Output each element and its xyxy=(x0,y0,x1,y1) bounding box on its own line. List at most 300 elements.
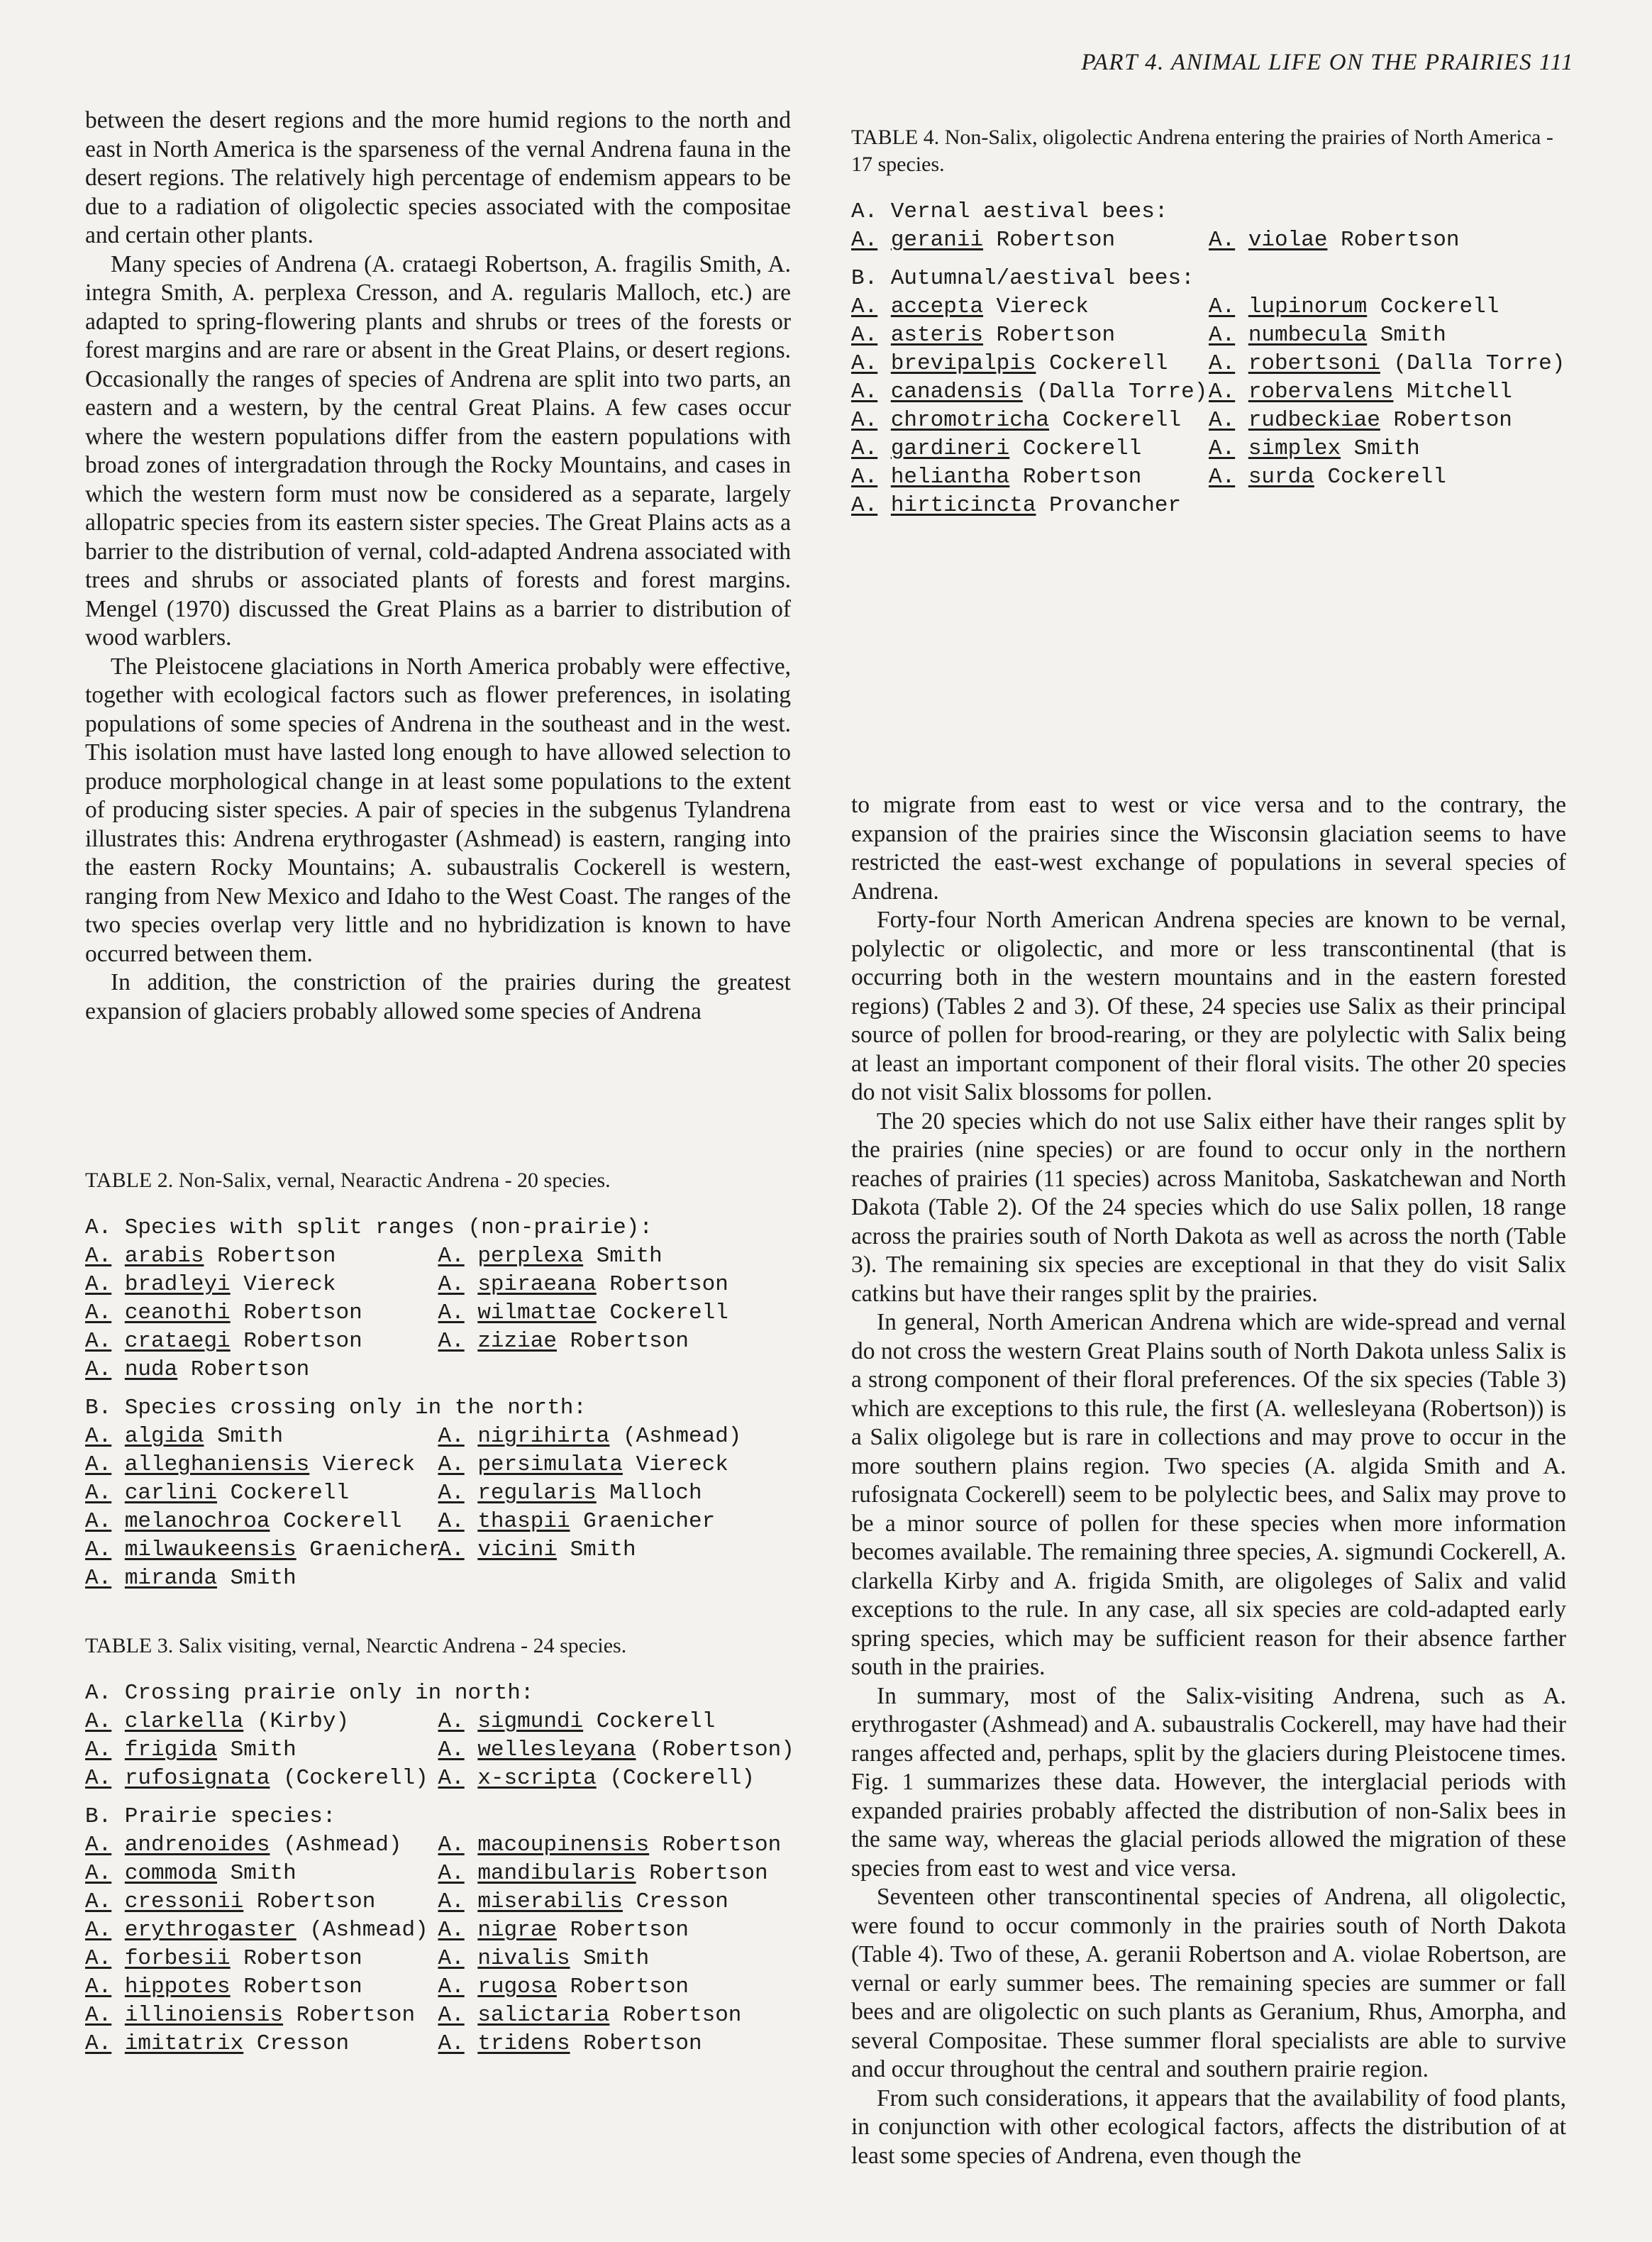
species-entry xyxy=(85,1479,438,1508)
species-author: (Ashmead) xyxy=(622,1424,742,1449)
species-entry xyxy=(438,1708,792,1736)
genus-abbrev: A. xyxy=(85,2031,112,2056)
species-author: Smith xyxy=(230,1566,296,1591)
section-heading: B. Species crossing only in the north: xyxy=(85,1396,587,1420)
genus-abbrev: A. xyxy=(438,1889,465,1914)
paragraph: From such considerations, it appears that the availability of food plants, in conjunction with other ecological factors, affects the distribution of at least some species of Andrena, even though the xyxy=(851,2084,1566,2169)
species-author: Robertson xyxy=(570,1975,689,1999)
table-row xyxy=(85,1708,791,1736)
species-name: commoda xyxy=(124,1861,218,1886)
species-name: miranda xyxy=(124,1566,218,1591)
species-name: imitatrix xyxy=(124,2031,244,2056)
species-name: robertsoni xyxy=(1248,351,1380,376)
species-author: Provancher xyxy=(1049,493,1182,518)
species-author: Viereck xyxy=(996,294,1089,319)
table-row xyxy=(85,1736,794,1765)
genus-abbrev: A. xyxy=(851,323,878,348)
species-name: frigida xyxy=(124,1738,218,1762)
genus-abbrev: A. xyxy=(85,1566,112,1591)
table-row xyxy=(85,2030,791,2058)
species-name: regularis xyxy=(477,1481,597,1506)
genus-abbrev: A. xyxy=(438,1244,465,1269)
species-name: canadensis xyxy=(890,380,1023,404)
table-section xyxy=(85,1679,794,1793)
genus-abbrev: A. xyxy=(1209,294,1236,319)
species-entry xyxy=(85,1536,442,1564)
genus-abbrev: A. xyxy=(85,1329,112,1354)
species-name: nigrae xyxy=(477,1918,557,1943)
species-author: Cockerell xyxy=(596,1709,716,1734)
table-row xyxy=(851,492,1566,520)
species-author: Robertson xyxy=(296,2003,416,2028)
species-author: Robertson xyxy=(190,1357,310,1382)
species-entry xyxy=(851,293,1209,321)
table-caption: TABLE 2. Non-Salix, vernal, Nearactic Andrena - 20 species. xyxy=(85,1169,611,1192)
table-row xyxy=(851,350,1566,378)
species-name: algida xyxy=(124,1424,204,1449)
species-entry xyxy=(438,1916,792,1945)
species-entry xyxy=(438,1888,792,1916)
species-name: macoupinensis xyxy=(477,1833,650,1857)
species-author: Cockerell xyxy=(1022,436,1142,461)
species-author: Cockerell xyxy=(1380,294,1499,319)
table-row xyxy=(851,463,1566,492)
table-section xyxy=(851,265,1566,520)
paragraph: The 20 species which do not use Salix either have their ranges split by the prairies (nine species) or are found to occur only in the northern reaches of prairies (11 species) across Manitoba, Saskatchewan and North Dakota (Table 2). Of the 24 species which do use Salix pollen, 18 range across the prairies south of North Dakota as well as across the north (Table 3). The remaining six species are exceptional in that they do visit Salix catkins but have their ranges split by the prairies. xyxy=(851,1108,1566,1307)
genus-abbrev: A. xyxy=(438,1833,465,1857)
genus-abbrev: A. xyxy=(1209,228,1236,253)
table-row xyxy=(85,1888,791,1916)
species-entry xyxy=(851,378,1209,407)
species-entry xyxy=(438,2001,792,2030)
table-row xyxy=(85,1973,791,2001)
species-entry xyxy=(1209,293,1566,321)
species-author: Robertson xyxy=(570,1918,689,1943)
table-row xyxy=(85,1916,791,1945)
species-name: violae xyxy=(1248,228,1328,253)
species-name: clarkella xyxy=(124,1709,244,1734)
species-author: Smith xyxy=(596,1244,663,1269)
species-entry xyxy=(851,407,1209,435)
species-entry xyxy=(438,1564,792,1593)
species-author: Cockerell xyxy=(1062,408,1182,433)
species-name: x-scripta xyxy=(477,1766,597,1791)
genus-abbrev: A. xyxy=(1209,323,1236,348)
species-name: crataegi xyxy=(124,1329,231,1354)
species-author: Cockerell xyxy=(609,1301,728,1325)
species-entry xyxy=(85,1299,438,1327)
species-entry xyxy=(85,1973,438,2001)
species-author: Robertson xyxy=(243,1946,362,1971)
species-entry xyxy=(851,321,1209,350)
species-author: Cresson xyxy=(636,1889,728,1914)
species-entry xyxy=(1209,435,1566,463)
species-author: Smith xyxy=(230,1861,296,1886)
table-row xyxy=(85,1564,791,1593)
species-author: Robertson xyxy=(622,2003,742,2028)
species-name: wellesleyana xyxy=(477,1738,636,1762)
species-author: Robertson xyxy=(649,1861,768,1886)
genus-abbrev: A. xyxy=(851,228,878,253)
species-name: bradleyi xyxy=(124,1272,231,1297)
species-author: Smith xyxy=(1380,323,1446,348)
species-name: melanochroa xyxy=(124,1509,270,1534)
genus-abbrev: A. xyxy=(1209,380,1236,404)
species-name: andrenoides xyxy=(124,1833,270,1857)
genus-abbrev: A. xyxy=(438,1272,465,1297)
species-name: spiraeana xyxy=(477,1272,597,1297)
paragraph: Many species of Andrena (A. crataegi Robertson, A. fragilis Smith, A. integra Smith, A. perplexa Cresson, and A. regularis Malloch, etc.) are adapted to spring-flowering plants and shrubs or trees of the forests or forest margins and are rare or absent in the Great Plains, or desert regions. Occasionally the ranges of species of Andrena are split into two parts, an eastern and a western, by the central Great Plains. A few cases occur where the western populations differ from the eastern populations with broad zones of intergradation through the Rocky Mountains, and cases in which the western form must now be considered as a separate, largely allopatric species from its eastern sister species. The Great Plains acts as a barrier to the distribution of vernal, cold-adapted Andrena associated with trees and shrubs or associated plants of forests and forest margins. Mengel (1970) discussed the Great Plains as a barrier to distribution of wood warblers. xyxy=(85,250,791,651)
species-author: Robertson xyxy=(217,1244,336,1269)
species-author: Viereck xyxy=(636,1452,728,1477)
table-row xyxy=(85,1242,791,1271)
genus-abbrev: A. xyxy=(438,1424,465,1449)
genus-abbrev: A. xyxy=(85,1833,112,1857)
species-author: Smith xyxy=(583,1946,650,1971)
species-name: chromotricha xyxy=(890,408,1050,433)
table-section xyxy=(85,1394,791,1593)
species-author: Smith xyxy=(570,1537,636,1562)
species-entry xyxy=(85,1271,438,1299)
species-name: geranii xyxy=(890,228,984,253)
species-name: vicini xyxy=(477,1537,557,1562)
species-author: Viereck xyxy=(322,1452,416,1477)
table-row xyxy=(85,1508,791,1536)
genus-abbrev: A. xyxy=(438,1918,465,1943)
table-row xyxy=(85,1327,791,1356)
table-row xyxy=(85,1356,791,1384)
species-author: Cockerell xyxy=(1049,351,1168,376)
species-author: Graenicher xyxy=(583,1509,716,1534)
species-author: (Ashmead) xyxy=(309,1918,428,1943)
species-entry xyxy=(85,1327,438,1356)
right-body-text xyxy=(851,791,1566,2170)
section-heading: A. Crossing prairie only in north: xyxy=(85,1681,534,1706)
paragraph: In addition, the constriction of the prairies during the greatest expansion of glaciers probably allowed some species of Andrena xyxy=(85,969,791,1025)
genus-abbrev: A. xyxy=(1209,465,1236,490)
species-author: (Robertson) xyxy=(649,1738,794,1762)
species-name: lupinorum xyxy=(1248,294,1368,319)
species-entry xyxy=(85,1708,438,1736)
table-row xyxy=(85,1860,791,1888)
species-author: Robertson xyxy=(243,1329,362,1354)
species-entry xyxy=(438,1242,792,1271)
species-name: wilmattae xyxy=(477,1301,597,1325)
species-entry xyxy=(85,1916,438,1945)
species-name: sigmundi xyxy=(477,1709,584,1734)
genus-abbrev: A. xyxy=(438,1301,465,1325)
species-name: miserabilis xyxy=(477,1889,623,1914)
species-name: ziziae xyxy=(477,1329,557,1354)
genus-abbrev: A. xyxy=(85,1766,112,1791)
species-entry xyxy=(438,2030,792,2058)
species-entry xyxy=(438,1356,792,1384)
left-body-text xyxy=(85,106,791,1167)
species-name: perplexa xyxy=(477,1244,584,1269)
species-name: illinoiensis xyxy=(124,2003,284,2028)
genus-abbrev: A. xyxy=(85,1918,112,1943)
species-name: surda xyxy=(1248,465,1314,490)
species-author: Robertson xyxy=(243,1301,362,1325)
species-entry xyxy=(1209,226,1566,255)
species-entry xyxy=(438,1423,792,1451)
species-name: nivalis xyxy=(477,1946,570,1971)
species-author: Robertson xyxy=(1393,408,1512,433)
table-3 xyxy=(85,1633,794,2058)
species-name: thaspii xyxy=(477,1509,570,1534)
species-entry xyxy=(438,1327,792,1356)
table-row xyxy=(851,321,1566,350)
species-name: heliantha xyxy=(890,465,1010,490)
species-author: Robertson xyxy=(996,323,1116,348)
table-section xyxy=(851,198,1566,255)
species-entry xyxy=(85,1860,438,1888)
genus-abbrev: A. xyxy=(85,2003,112,2028)
genus-abbrev: A. xyxy=(85,1709,112,1734)
species-entry xyxy=(1209,350,1566,378)
species-entry xyxy=(85,1888,438,1916)
species-name: salictaria xyxy=(477,2003,610,2028)
table-2 xyxy=(85,1167,791,1593)
species-entry xyxy=(85,1423,438,1451)
genus-abbrev: A. xyxy=(85,1975,112,1999)
species-entry xyxy=(438,1479,792,1508)
species-author: Viereck xyxy=(243,1272,336,1297)
genus-abbrev: A. xyxy=(438,1709,465,1734)
species-entry xyxy=(1209,463,1566,492)
table-4 xyxy=(851,124,1566,791)
species-author: Robertson xyxy=(662,1833,782,1857)
species-name: numbecula xyxy=(1248,323,1368,348)
species-name: robervalens xyxy=(1248,380,1394,404)
species-name: rugosa xyxy=(477,1975,557,1999)
genus-abbrev: A. xyxy=(438,1861,465,1886)
species-entry xyxy=(851,435,1209,463)
species-entry xyxy=(438,1299,792,1327)
species-author: Robertson xyxy=(1022,465,1142,490)
species-name: brevipalpis xyxy=(890,351,1036,376)
genus-abbrev: A. xyxy=(851,436,878,461)
table-row xyxy=(85,2001,791,2030)
genus-abbrev: A. xyxy=(438,1766,465,1791)
table-caption: TABLE 3. Salix visiting, vernal, Nearctic Andrena - 24 species. xyxy=(85,1634,627,1657)
species-author: Robertson xyxy=(256,1889,376,1914)
species-author: (Dalla Torre) xyxy=(1393,351,1565,376)
table-section xyxy=(85,1214,791,1384)
table-row xyxy=(85,1831,791,1860)
genus-abbrev: A. xyxy=(85,1424,112,1449)
species-name: gardineri xyxy=(890,436,1010,461)
species-name: asteris xyxy=(890,323,984,348)
species-author: Smith xyxy=(230,1738,296,1762)
species-entry xyxy=(85,1451,438,1479)
paragraph: The Pleistocene glaciations in North America probably were effective, together with ecological factors such as flower preferences, in isolating populations of some species of Andrena in the southeast and in the west. This isolation must have lasted long enough to have allowed selection to produce morphological change in at least some populations to the extent of producing sister species. A pair of species in the subgenus Tylandrena illustrates this: Andrena erythrogaster (Ashmead) is eastern, ranging into the eastern Rocky Mountains; A. subaustralis Cockerell is western, ranging from New Mexico and Idaho to the West Coast. The ranges of the two species overlap very little and no hybridization is known to have occurred between them. xyxy=(85,653,791,967)
species-entry xyxy=(1209,492,1566,520)
species-name: ceanothi xyxy=(124,1301,231,1325)
species-entry xyxy=(851,463,1209,492)
species-entry xyxy=(851,492,1209,520)
species-entry xyxy=(438,1945,792,1973)
table-row xyxy=(85,1423,791,1451)
species-author: (Kirby) xyxy=(256,1709,350,1734)
species-author: Robertson xyxy=(583,2031,702,2056)
species-name: hippotes xyxy=(124,1975,231,1999)
running-header: PART 4. ANIMAL LIFE ON THE PRAIRIES 111 xyxy=(1081,50,1574,75)
species-entry xyxy=(851,226,1209,255)
species-author: Robertson xyxy=(243,1975,362,1999)
species-name: forbesii xyxy=(124,1946,231,1971)
species-name: persimulata xyxy=(477,1452,623,1477)
paragraph: to migrate from east to west or vice versa and to the contrary, the expansion of the prairies since the Wisconsin glaciation seems to have restricted the east-west exchange of populations in several species of Andrena. xyxy=(851,792,1566,905)
species-name: simplex xyxy=(1248,436,1341,461)
genus-abbrev: A. xyxy=(851,408,878,433)
genus-abbrev: A. xyxy=(438,1946,465,1971)
species-author: Smith xyxy=(217,1424,284,1449)
genus-abbrev: A. xyxy=(438,1329,465,1354)
species-name: milwaukeensis xyxy=(124,1537,296,1562)
species-name: nigrihirta xyxy=(477,1424,610,1449)
section-heading: B. Prairie species: xyxy=(85,1804,336,1829)
species-entry xyxy=(85,2001,438,2030)
species-entry xyxy=(851,350,1209,378)
genus-abbrev: A. xyxy=(1209,408,1236,433)
genus-abbrev: A. xyxy=(85,1301,112,1325)
species-name: mandibularis xyxy=(477,1861,636,1886)
genus-abbrev: A. xyxy=(85,1889,112,1914)
table-row xyxy=(851,378,1566,407)
species-author: Cockerell xyxy=(230,1481,350,1506)
species-author: (Cockerell) xyxy=(283,1766,428,1791)
species-author: Malloch xyxy=(609,1481,702,1506)
genus-abbrev: A. xyxy=(438,1481,465,1506)
genus-abbrev: A. xyxy=(85,1357,112,1382)
genus-abbrev: A. xyxy=(1209,351,1236,376)
species-author: Smith xyxy=(1353,436,1420,461)
species-author: Mitchell xyxy=(1407,380,1512,404)
species-entry xyxy=(85,1508,438,1536)
genus-abbrev: A. xyxy=(85,1738,112,1762)
species-author: Cockerell xyxy=(283,1509,402,1534)
species-name: cressonii xyxy=(124,1889,244,1914)
table-caption: TABLE 4. Non-Salix, oligolectic Andrena entering the prairies of North America - 17 species. xyxy=(851,126,1553,176)
genus-abbrev: A. xyxy=(851,493,878,518)
species-entry xyxy=(85,1242,438,1271)
genus-abbrev: A. xyxy=(438,1509,465,1534)
species-entry xyxy=(85,1945,438,1973)
species-author: (Cockerell) xyxy=(609,1766,755,1791)
paragraph: Forty-four North American Andrena species are known to be vernal, polylectic or oligolectic, and more or less transcontinental (that is occurring both in the western mountains and in the eastern forested regions) (Tables 2 and 3). Of these, 24 species use Salix as their principal source of pollen for brood-rearing, or they are polylectic with Salix being at least an important component of their floral visits. The other 20 species do not visit Salix blossoms for pollen. xyxy=(851,907,1566,1105)
species-name: rudbeckiae xyxy=(1248,408,1380,433)
species-entry xyxy=(85,1564,438,1593)
species-entry xyxy=(85,1765,438,1793)
genus-abbrev: A. xyxy=(85,1537,112,1562)
species-entry xyxy=(438,1765,792,1793)
species-entry xyxy=(438,1271,792,1299)
species-author: (Dalla Torre) xyxy=(1036,380,1208,404)
genus-abbrev: A. xyxy=(85,1272,112,1297)
paragraph: between the desert regions and the more humid regions to the north and east in North America is the sparseness of the vernal Andrena fauna in the desert regions. The relatively high percentage of endemism appears to be due to a radiation of oligolectic species associated with the compositae and certain other plants. xyxy=(85,107,791,248)
table-row xyxy=(851,407,1566,435)
species-entry xyxy=(1209,407,1566,435)
table-row xyxy=(85,1945,791,1973)
species-author: Robertson xyxy=(609,1272,728,1297)
species-entry xyxy=(1209,321,1566,350)
table-section xyxy=(85,1803,791,2058)
species-name: erythrogaster xyxy=(124,1918,296,1943)
species-entry xyxy=(85,1356,438,1384)
species-entry xyxy=(438,1736,792,1765)
section-heading: A. Species with split ranges (non-prairie): xyxy=(85,1215,653,1240)
genus-abbrev: A. xyxy=(85,1481,112,1506)
left-column xyxy=(85,106,794,2058)
species-entry xyxy=(438,1860,792,1888)
genus-abbrev: A. xyxy=(851,465,878,490)
species-author: Robertson xyxy=(570,1329,689,1354)
species-entry xyxy=(85,2030,438,2058)
table-row xyxy=(85,1271,791,1299)
paragraph: Seventeen other transcontinental species of Andrena, all oligolectic, were found to occur commonly in the prairies south of North Dakota (Table 4). Two of these, A. geranii Robertson and A. violae Robertson, are vernal or early summer bees. The remaining species are summer or fall bees and are oligolectic on such plants as Geranium, Rhus, Amorpha, and several Compositae. These summer floral specialists are able to survive and occur throughout the central and southern prairie region. xyxy=(851,1884,1566,2082)
species-name: hirticincta xyxy=(890,493,1036,518)
species-author: Cresson xyxy=(256,2031,350,2056)
paragraph: In general, North American Andrena which are wide-spread and vernal do not cross the western Great Plains south of North Dakota unless Salix is a strong component of their floral preferences. Of the six species (Table 3) which are exceptions to this rule, the first (A. wellesleyana (Robertson)) is a Salix oligolege but is rare in collections and may prove to occur in the more southern plains region. Two species (A. algida Smith and A. rufosignata Cockerell) seem to be polylectic bees, and Salix may prove to be a minor source of pollen for these species when more information becomes available. The remaining three species, A. sigmundi Cockerell, A. clarkella Kirby and A. frigida Smith, are oligoleges of Salix and valid exceptions to the rule. In any case, all six species are cold-adapted early spring species, which may be sufficient reason for their absence farther south in the prairies. xyxy=(851,1309,1566,1680)
genus-abbrev: A. xyxy=(438,1738,465,1762)
species-name: tridens xyxy=(477,2031,570,2056)
species-name: nuda xyxy=(124,1357,178,1382)
genus-abbrev: A. xyxy=(1209,436,1236,461)
table-row xyxy=(851,226,1566,255)
table-row xyxy=(85,1479,791,1508)
species-name: alleghaniensis xyxy=(124,1452,310,1477)
right-column xyxy=(851,124,1566,2170)
species-entry xyxy=(438,1508,792,1536)
table-row xyxy=(85,1765,791,1793)
section-heading: A. Vernal aestival bees: xyxy=(851,199,1168,224)
species-entry xyxy=(438,1831,792,1860)
genus-abbrev: A. xyxy=(85,1861,112,1886)
genus-abbrev: A. xyxy=(85,1509,112,1534)
species-name: arabis xyxy=(124,1244,204,1269)
genus-abbrev: A. xyxy=(438,2003,465,2028)
genus-abbrev: A. xyxy=(85,1244,112,1269)
genus-abbrev: A. xyxy=(438,1537,465,1562)
table-row xyxy=(851,293,1566,321)
genus-abbrev: A. xyxy=(85,1946,112,1971)
species-author: Robertson xyxy=(996,228,1116,253)
species-author: (Ashmead) xyxy=(283,1833,402,1857)
species-name: carlini xyxy=(124,1481,218,1506)
table-row xyxy=(85,1451,791,1479)
table-row xyxy=(85,1536,791,1564)
species-entry xyxy=(438,1536,792,1564)
genus-abbrev: A. xyxy=(438,2031,465,2056)
genus-abbrev: A. xyxy=(851,351,878,376)
paragraph: In summary, most of the Salix-visiting Andrena, such as A. erythrogaster (Ashmead) and A. subaustralis Cockerell, may have had their ranges affected and, perhaps, split by the glaciers during Pleistocene times. Fig. 1 summarizes these data. However, the interglacial periods with expanded prairies probably affected the distribution of non-Salix bees in the same way, whereas the glacial periods allowed the migration of these species from east to west and vice versa. xyxy=(851,1682,1566,1882)
genus-abbrev: A. xyxy=(438,1975,465,1999)
table-row xyxy=(85,1299,791,1327)
genus-abbrev: A. xyxy=(438,1452,465,1477)
table-row xyxy=(851,435,1566,463)
section-heading: B. Autumnal/aestival bees: xyxy=(851,266,1194,291)
species-author: Graenicher xyxy=(309,1537,442,1562)
species-name: rufosignata xyxy=(124,1766,270,1791)
species-name: accepta xyxy=(890,294,984,319)
genus-abbrev: A. xyxy=(85,1452,112,1477)
species-author: Robertson xyxy=(1341,228,1460,253)
species-author: Cockerell xyxy=(1327,465,1446,490)
species-entry xyxy=(85,1736,438,1765)
genus-abbrev: A. xyxy=(851,294,878,319)
species-entry xyxy=(1209,378,1566,407)
